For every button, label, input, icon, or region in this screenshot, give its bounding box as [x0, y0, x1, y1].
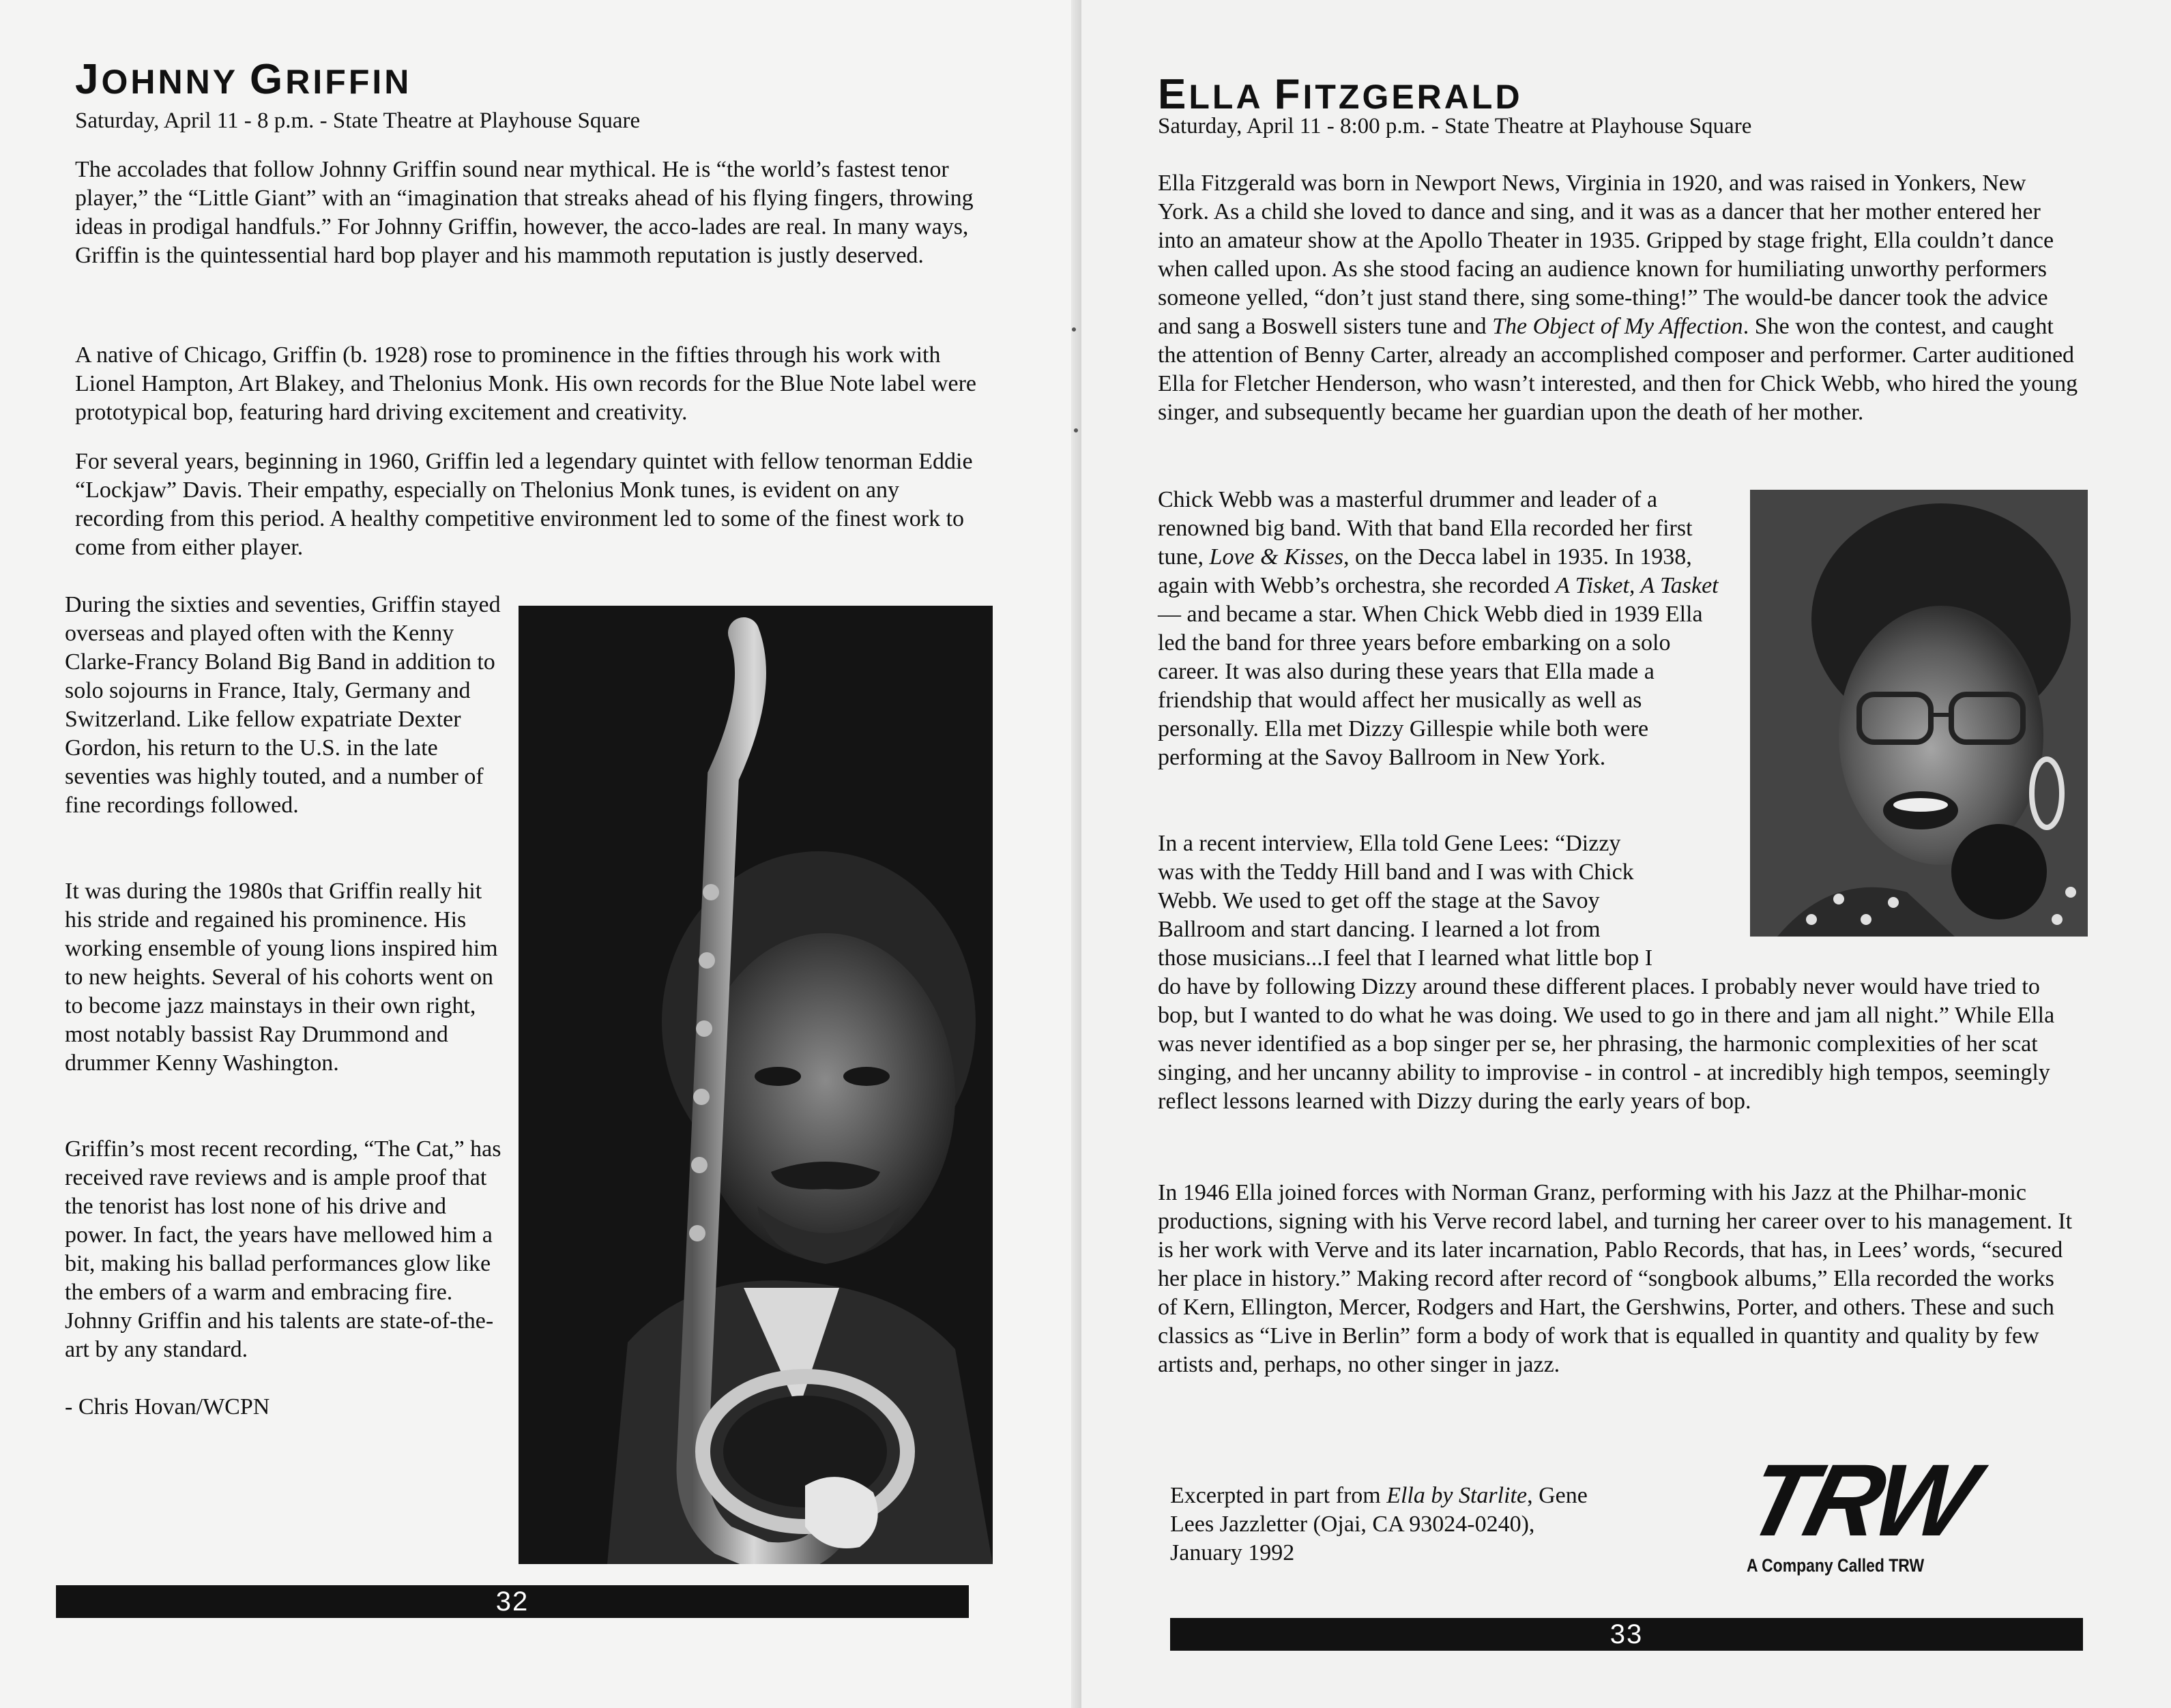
trw-tagline: A Company Called TRW: [1747, 1555, 1925, 1576]
excerpt-text: Excerpted in part from: [1170, 1483, 1387, 1508]
ella-fitzgerald-photo: [1750, 490, 2088, 937]
right-page: [1081, 0, 2171, 1708]
johnny-griffin-photo: [519, 606, 993, 1564]
margin-dot: [1072, 327, 1076, 332]
book-title: Ella by Starlite: [1386, 1483, 1528, 1508]
page-number: 33: [1609, 1619, 1644, 1649]
paragraph-text: Chick Webb was a masterful drummer and leader of a renowned big band. With that band Ella recorded her first tune,: [1158, 487, 1693, 570]
paragraph-line: those musicians...I feel that I learned what little bop I: [1158, 945, 1653, 971]
ella-fitzgerald-title: [1158, 71, 1523, 118]
paragraph-line: was with the Teddy Hill band and I was with Chick: [1158, 859, 1634, 885]
title-cap: F: [1274, 71, 1303, 118]
griffin-paragraph-6: Griffin’s most recent recording, “The Cat,” has received rave reviews and is ample proof that the tenorist has lost none of his drive and power. In fact, the years have mellowed him a bit, making his ballad performances glow like the embers of a warm and embracing fire. Johnny Griffin and his talents are state-of-the-art by any standard.: [65, 1136, 501, 1362]
excerpt-text: , Gene Lees Jazzletter (Ojai, CA 93024-0240), January 1992: [1170, 1483, 1588, 1565]
paragraph-text: , on the Decca label in 1935. In 1938, again with Webb’s orchestra, she recorded: [1158, 544, 1692, 598]
excerpt-credit: [1170, 1482, 1593, 1567]
paragraph-line: In a recent interview, Ella told Gene Lees: “Dizzy: [1158, 831, 1621, 856]
ella-paragraph-4: In 1946 Ella joined forces with Norman Granz, performing with his Jazz at the Philhar-monic productions, signing with his Verve record label, and turning her career over to his management. It is her work with Verve and its later incarnation, Pablo Records, that has, in Lees’ words, “secured her place in history.” Making record after record of “songbook albums,” Ella recorded the works of Kern, Ellington, Mercer, Rodgers and Hart, the Gershwins, Porter, and others. These and such classics as “Live in Berlin” form a body of work that is equalled in quantity and quality by few artists and, perhaps, no other singer in jazz.: [1158, 1180, 2073, 1377]
paragraph-line: Ballroom and start dancing. I learned a lot from: [1158, 917, 1601, 942]
title-part: ITZGERALD: [1302, 78, 1523, 116]
title-part: RIFFIN: [285, 63, 412, 101]
saxophonist-portrait-image: [519, 606, 993, 1564]
paragraph-text: — and became a star. When Chick Webb died in 1939 Ella led the band for three years before embarking on a solo career. It was also during these years that Ella made a friendship that would affect her musically as well as personally. Ella met Dizzy Gillespie while both were performing at the Savoy Ballroom in New York.: [1158, 602, 1703, 770]
griffin-paragraph-1: The accolades that follow Johnny Griffin sound near mythical. He is “the world’s fastest tenor player,” the “Little Giant” with an “imagination that streaks ahead of his flying fingers, throwing ideas in prodigal handfuls.” For Johnny Griffin, however, the acco-lades are real. In many ways, Griffin is the quintessential hard bop player and his mammoth reputation is justly deserved.: [75, 157, 974, 268]
title-part: OHNNY: [101, 63, 250, 101]
singer-portrait-image: [1750, 490, 2088, 937]
title-cap: J: [75, 56, 102, 103]
ella-paragraph-1: [1158, 169, 2079, 427]
song-title: Love & Kisses: [1209, 544, 1343, 570]
ella-paragraph-2: [1158, 486, 1721, 772]
ella-fitzgerald-subtitle: Saturday, April 11 - 8:00 p.m. - State Theatre at Playhouse Square: [1158, 114, 1752, 138]
griffin-paragraph-3: For several years, beginning in 1960, Griffin led a legendary quintet with fellow tenorman Eddie “Lockjaw” Davis. Their empathy, especially on Thelonius Monk tunes, is evident on any recording from this period. A healthy competitive environment led to some of the finest work to come from either player.: [75, 449, 973, 560]
trw-logo: TRW: [1736, 1443, 1983, 1557]
title-part: LLA: [1189, 78, 1274, 116]
paragraph-line: Webb. We used to get off the stage at the Savoy: [1158, 888, 1600, 913]
title-cap: E: [1158, 71, 1189, 118]
right-page-number-bar: [1170, 1618, 2083, 1651]
song-title: A Tisket, A Tasket: [1555, 573, 1719, 598]
johnny-griffin-subtitle: Saturday, April 11 - 8 p.m. - State Theatre at Playhouse Square: [75, 108, 641, 133]
left-page: [0, 0, 1081, 1708]
margin-dot: [1074, 428, 1078, 432]
paragraph-text: . She won the contest, and caught the attention of Benny Carter, already an accomplished composer and performer. Carter auditioned Ella for Fletcher Henderson, who wasn’t interested, and then for Chick Webb, who hired the young singer, and subsequently became her guardian upon the death of her mother.: [1158, 314, 2078, 425]
left-page-number-bar: [56, 1585, 969, 1618]
ella-paragraph-3-wrapped-lines: [1158, 829, 1772, 973]
griffin-paragraph-4: During the sixties and seventies, Griffin stayed overseas and played often with the Kenny Clarke-Francy Boland Big Band in addition to solo sojourns in France, Italy, Germany and Switzerland. Like fellow expatriate Dexter Gordon, his return to the U.S. in the late seventies was highly touted, and a number of fine recordings followed.: [65, 592, 501, 818]
johnny-griffin-title: [75, 56, 412, 103]
ella-paragraph-3-continued: do have by following Dizzy around these different places. I probably never would have tried to bop, but I wanted to do what he was doing. We used to go in there and jam all night.” While Ella was never identified as a bop singer per se, her phrasing, the harmonic complexities of her scat singing, and her uncanny ability to improvise - in control - at incredibly high tempos, seemingly reflect lessons learned with Dizzy during the early years of bop.: [1158, 974, 2055, 1114]
griffin-paragraph-5: It was during the 1980s that Griffin really hit his stride and regained his prominence. His working ensemble of young lions inspired him to new heights. Several of his cohorts went on to become jazz mainstays in their own right, most notably bassist Ray Drummond and drummer Kenny Washington.: [65, 879, 498, 1076]
song-title: The Object of My Affection: [1492, 314, 1743, 339]
page-number: 32: [495, 1587, 529, 1617]
paragraph-text: Ella Fitzgerald was born in Newport News, Virginia in 1920, and was raised in Yonkers, New York. As a child she loved to dance and sing, and it was as a dancer that her mother entered her into an amateur show at the Apollo Theater in 1935. Gripped by stage fright, Ella couldn’t dance when called upon. As she stood facing an audience known for humiliating unworthy performers someone yelled, “don’t just stand there, sing some-thing!” The would-be dancer took the advice and sang a Boswell sisters tune and: [1158, 171, 2054, 339]
griffin-credit: - Chris Hovan/WCPN: [65, 1394, 270, 1419]
title-cap: G: [250, 56, 286, 103]
griffin-paragraph-2: A native of Chicago, Griffin (b. 1928) rose to prominence in the fifties through his work with Lionel Hampton, Art Blakey, and Thelonius Monk. His own records for the Blue Note label were prototypical bop, featuring hard driving excitement and creativity.: [75, 342, 976, 425]
